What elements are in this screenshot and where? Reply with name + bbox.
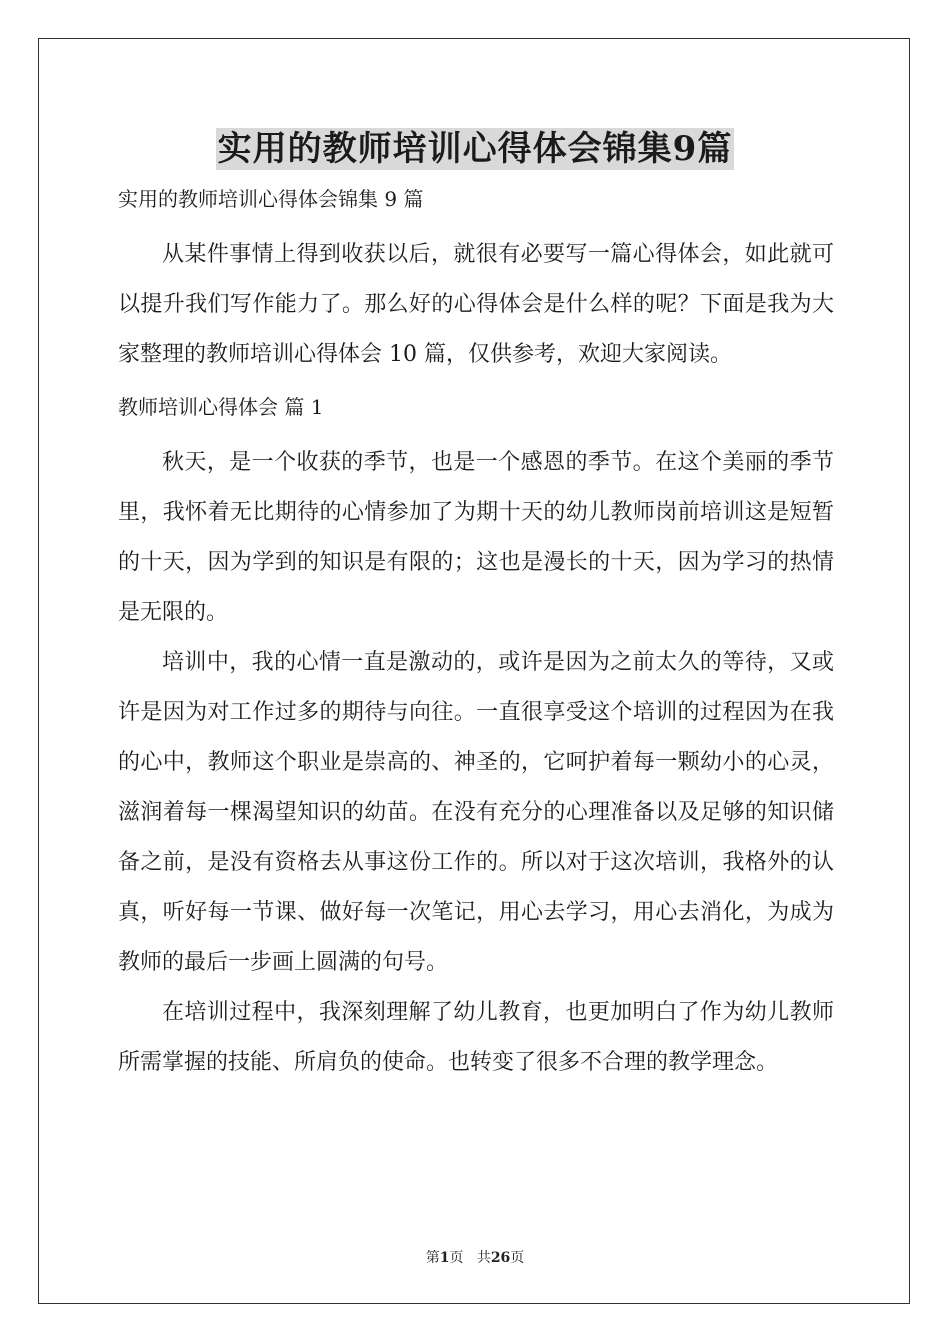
document-body (118, 180, 834, 1088)
title-container (0, 128, 950, 170)
total-prefix: 共 (476, 1250, 491, 1266)
body-paragraph-1: 秋天，是一个收获的季节，也是一个感恩的季节。在这个美丽的季节里，我怀着无比期待的心情参加了为期十天的幼儿教师岗前培训这是短暂的十天，因为学到的知识是有限的；这也是漫长的十天，因为学习的热情是无限的。 (118, 450, 834, 625)
total-page-count: 26 (490, 1250, 511, 1266)
body-paragraph-2: 培训中，我的心情一直是激动的，或许是因为之前太久的等待，又或许是因为对工作过多的期待与向往。一直很享受这个培训的过程因为在我的心中，教师这个职业是崇高的、神圣的，它呵护着每一颗幼小的心灵，滋润着每一棵渴望知识的幼苗。在没有充分的心理准备以及足够的知识储备之前，是没有资格去从事这份工作的。所以对于这次培训，我格外的认真，听好每一节课、做好每一次笔记，用心去学习，用心去消化，为成为教师的最后一步画上圆满的句号。 (118, 650, 834, 975)
section-heading: 教师培训心得体会 篇 1 (118, 395, 324, 419)
document-title: 实用的教师培训心得体会锦集9篇 (217, 129, 733, 169)
intro-paragraph: 从某件事情上得到收获以后，就很有必要写一篇心得体会，如此就可以提升我们写作能力了。那么好的心得体会是什么样的呢？下面是我为大家整理的教师培训心得体会 10 篇，仅供参考，欢迎大家阅读。 (118, 242, 834, 367)
body-paragraph-3: 在培训过程中，我深刻理解了幼儿教育，也更加明白了作为幼儿教师所需掌握的技能、所肩负的使命。也转变了很多不合理的教学理念。 (118, 1000, 834, 1075)
document-subtitle: 实用的教师培训心得体会锦集 9 篇 (118, 187, 424, 211)
page-footer (0, 1247, 950, 1267)
page-suffix: 页 (449, 1250, 464, 1266)
total-suffix: 页 (510, 1250, 525, 1266)
current-page-number: 1 (439, 1250, 450, 1266)
page-prefix: 第 (425, 1250, 440, 1266)
